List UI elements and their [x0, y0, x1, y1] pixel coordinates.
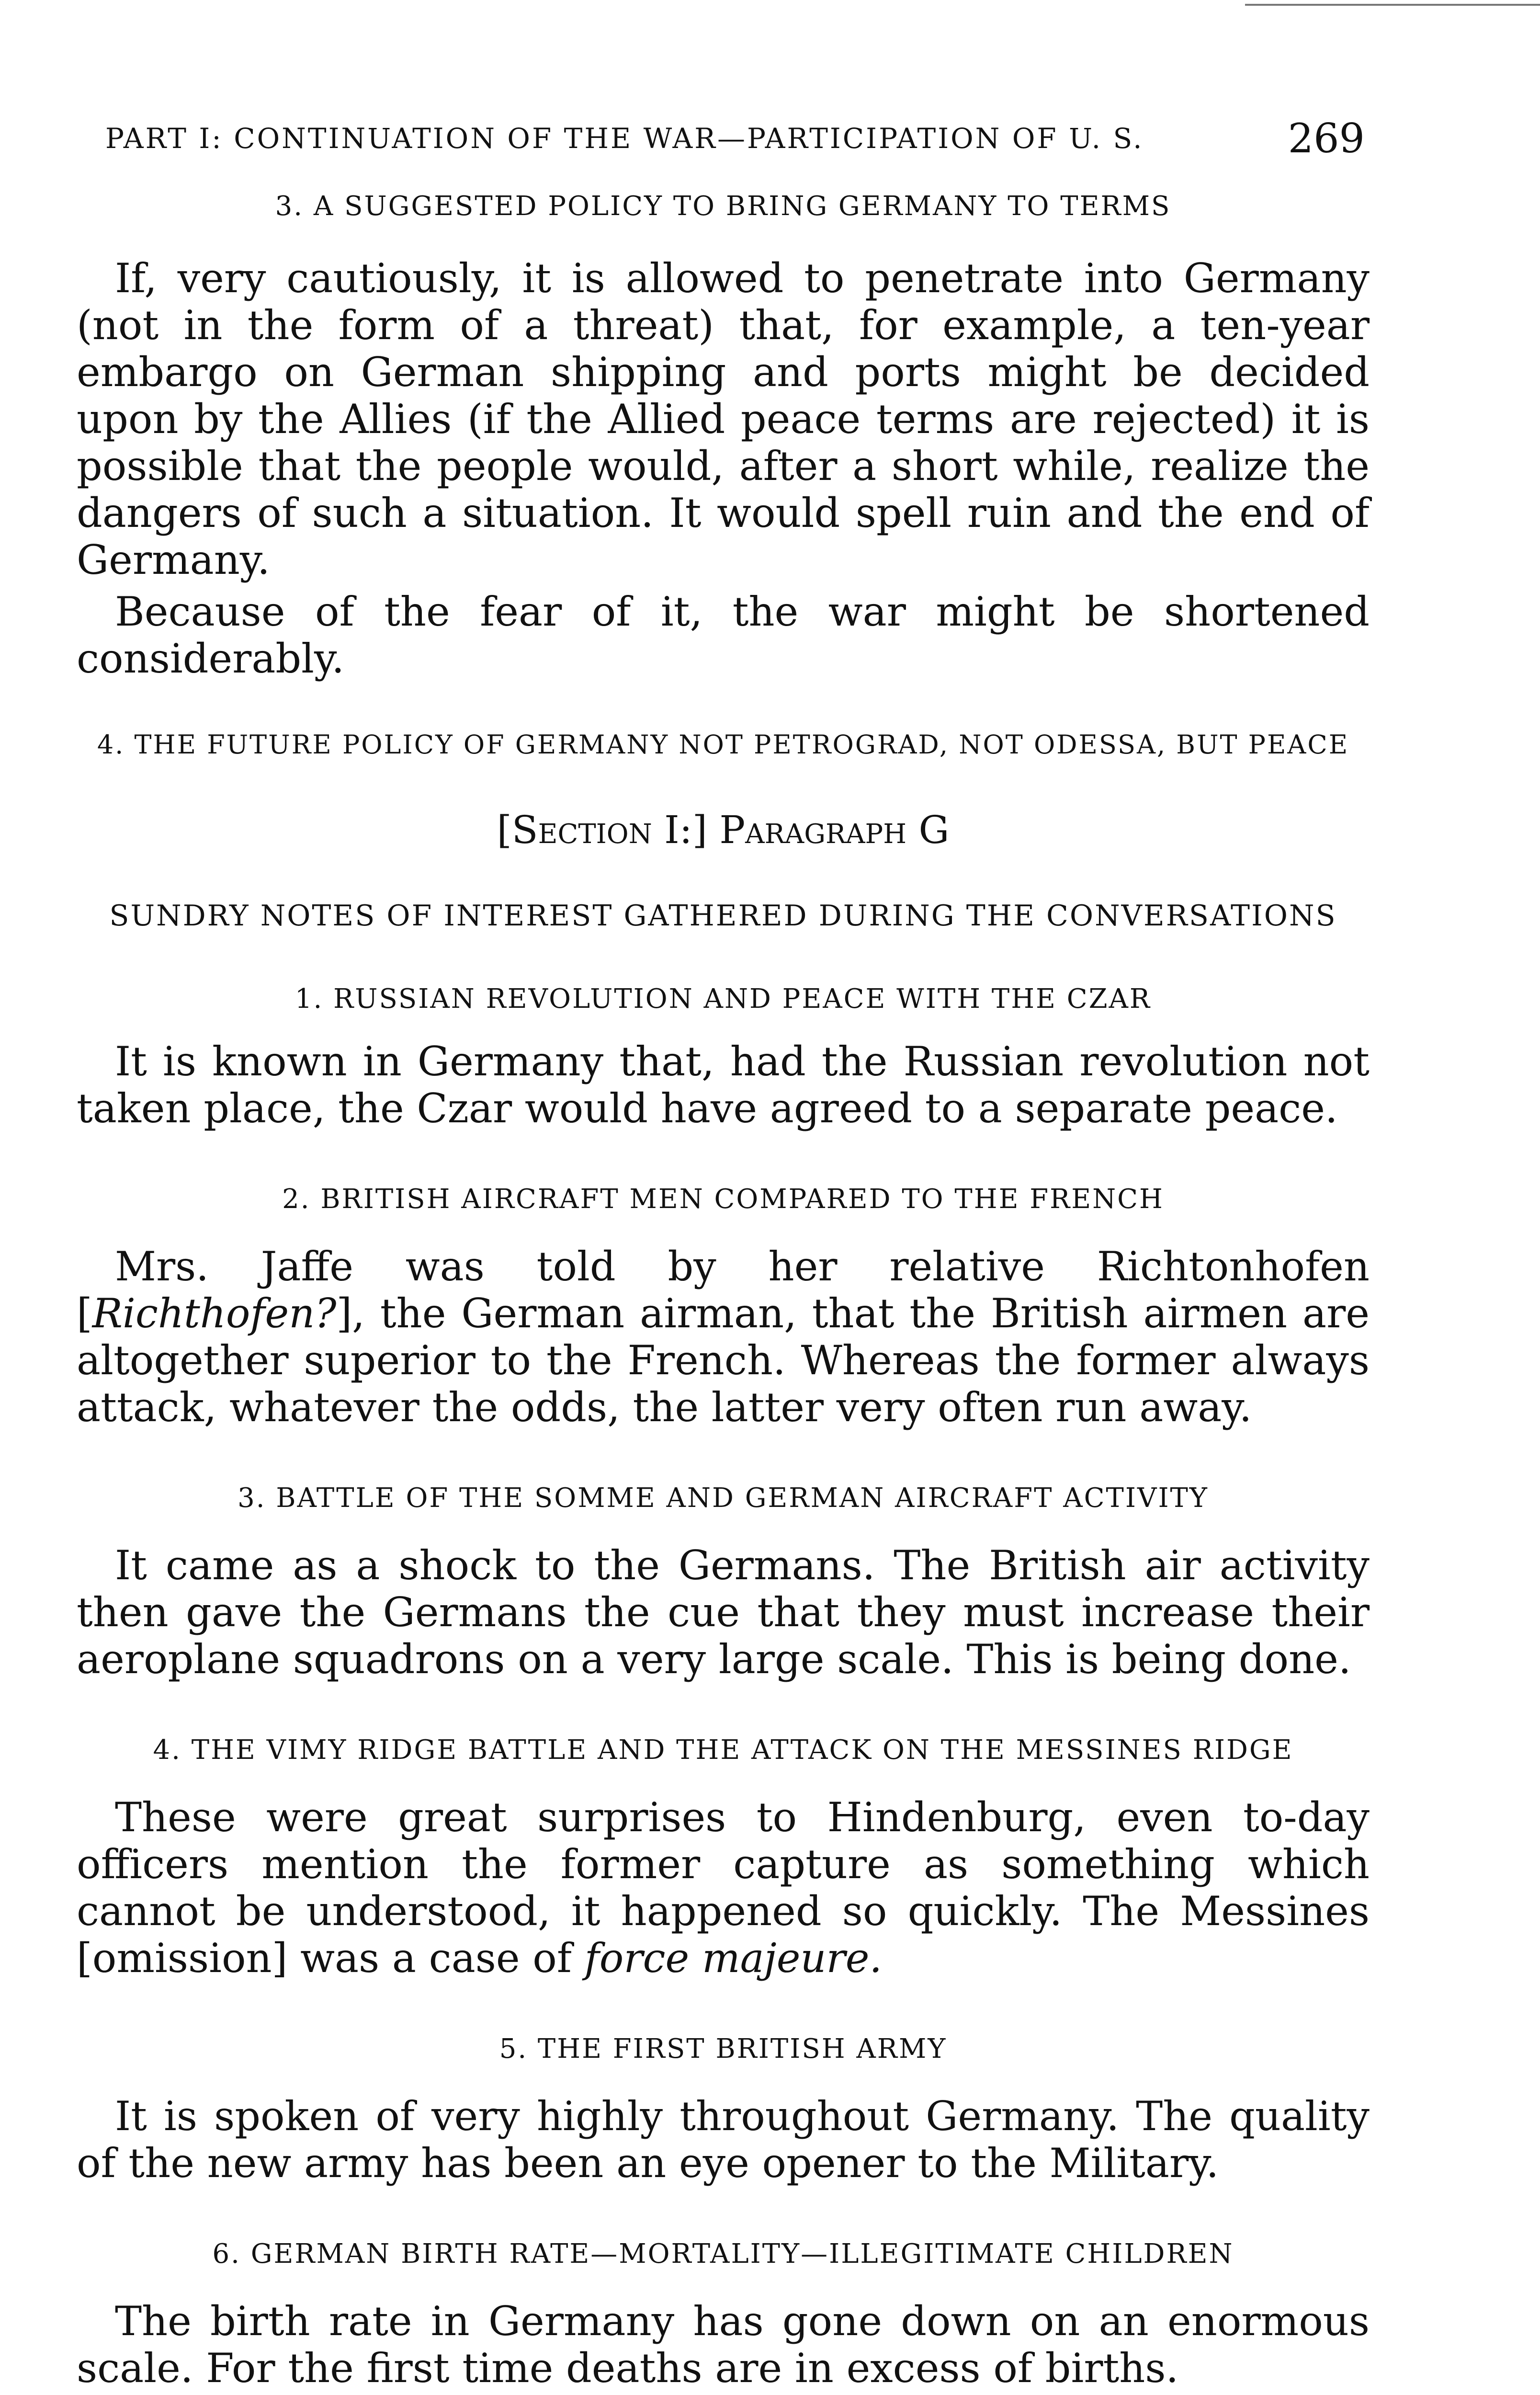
note-5-heading: 5. THE FIRST BRITISH ARMY: [499, 2033, 947, 2064]
sundry-notes-heading: SUNDRY NOTES OF INTEREST GATHERED DURING THE CONVERSATIONS: [109, 899, 1337, 933]
section-g-prefix: [Section I:]: [497, 808, 707, 852]
note-2-text-after: ], the German airman, that the British airmen are altogether superior to the French. Whereas the former always attack, whatever the odds, the latter very often run away.: [77, 1290, 1370, 1431]
note-2-italic-name: Richthofen?: [92, 1290, 337, 1337]
note-5-paragraph: It is spoken of very highly throughout Germany. The quality of the new army has been an eye opener to the Military.: [77, 2093, 1370, 2187]
note-4-heading: 4. THE VIMY RIDGE BATTLE AND THE ATTACK ON THE MESSINES RIDGE: [153, 1734, 1293, 1766]
section-4-heading: 4. THE FUTURE POLICY OF GERMANY NOT PETROGRAD, NOT ODESSA, BUT PEACE: [97, 730, 1349, 760]
note-3-paragraph: It came as a shock to the Germans. The British air activity then gave the Germans the cue that they must increase their aeroplane squadrons on a very large scale. This is being done.: [77, 1542, 1370, 1683]
book-page: [77, 96, 1370, 2392]
note-6-paragraph: The birth rate in Germany has gone down on an enormous scale. For the first time deaths are in excess of births.: [77, 2298, 1370, 2392]
note-2-heading: 2. BRITISH AIRCRAFT MEN COMPARED TO THE FRENCH: [282, 1184, 1164, 1215]
section-3-paragraph-1: If, very cautiously, it is allowed to penetrate into Germany (not in the form of a threat) that, for example, a ten-year embargo on German shipping and ports might be decided upon by the Allies (if the Allied peace terms are rejected) it is possible that the people would, after a short while, realize the dangers of such a situation. It would spell ruin and the end of Germany.: [77, 255, 1370, 583]
note-2-paragraph: [77, 1243, 1370, 1431]
running-head: [77, 96, 1370, 162]
note-1-heading: 1. RUSSIAN REVOLUTION AND PEACE WITH THE CZAR: [294, 983, 1152, 1015]
note-2-text-before: Mrs. Jaffe was told by her relative Richtonhofen [: [77, 1243, 1370, 1337]
note-1-paragraph: It is known in Germany that, had the Russian revolution not taken place, the Czar would have agreed to a separate peace.: [77, 1038, 1370, 1132]
section-3-paragraph-2: Because of the fear of it, the war might be shortened considerably.: [77, 588, 1370, 682]
section-3-heading: 3. A SUGGESTED POLICY TO BRING GERMANY TO TERMS: [275, 191, 1171, 222]
top-edge-rule: [1245, 4, 1540, 6]
running-title: PART I: CONTINUATION OF THE WAR—PARTICIPATION OF U. S.: [105, 122, 1144, 155]
note-6-heading: 6. GERMAN BIRTH RATE—MORTALITY—ILLEGITIMATE CHILDREN: [212, 2238, 1234, 2270]
note-4-text-before: These were great surprises to Hindenburg, even to-day officers mention the former capture as something which cannot be understood, it happened so quickly. The Messines [omission] was a case of: [77, 1794, 1370, 1982]
section-g-paragraph: Paragraph G: [719, 808, 950, 852]
section-g-title: [77, 808, 1370, 852]
page-number: 269: [1288, 115, 1365, 162]
note-4-paragraph: [77, 1794, 1370, 1982]
note-3-heading: 3. BATTLE OF THE SOMME AND GERMAN AIRCRAFT ACTIVITY: [238, 1483, 1209, 1514]
note-4-italic-phrase: force majeure.: [584, 1935, 883, 1982]
